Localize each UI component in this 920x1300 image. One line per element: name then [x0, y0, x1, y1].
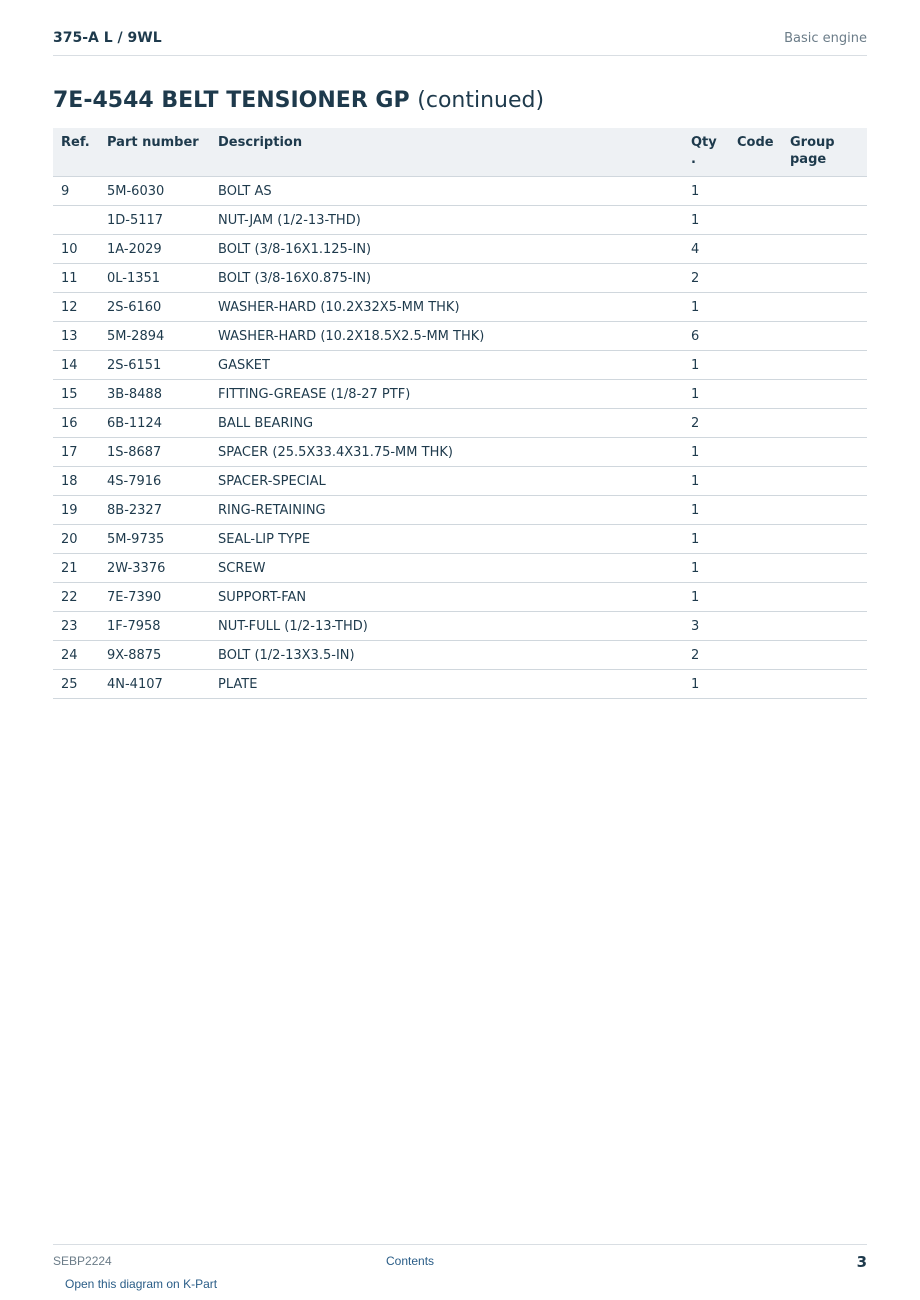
cell-qty: 1	[683, 554, 729, 583]
cell-part-number: 4S-7916	[99, 467, 210, 496]
cell-part-number: 2W-3376	[99, 554, 210, 583]
cell-description: BOLT (3/8-16X0.875-IN)	[210, 264, 683, 293]
cell-description: BOLT (3/8-16X1.125-IN)	[210, 235, 683, 264]
cell-ref: 17	[53, 438, 99, 467]
cell-code	[729, 670, 782, 699]
cell-description: BALL BEARING	[210, 409, 683, 438]
cell-group-page	[782, 206, 867, 235]
parts-table	[53, 128, 867, 699]
table-row	[53, 641, 867, 670]
section-label: Basic engine	[784, 31, 867, 46]
model-label: 375-A L / 9WL	[53, 30, 162, 46]
col-header-qty	[683, 128, 729, 177]
cell-ref: 10	[53, 235, 99, 264]
cell-qty: 1	[683, 670, 729, 699]
table-body	[53, 177, 867, 699]
cell-qty: 1	[683, 177, 729, 206]
cell-code	[729, 438, 782, 467]
cell-code	[729, 409, 782, 438]
page-header	[53, 28, 867, 56]
cell-code	[729, 612, 782, 641]
cell-part-number: 4N-4107	[99, 670, 210, 699]
qty-header-line1: Qty	[691, 135, 717, 150]
cell-group-page	[782, 670, 867, 699]
cell-description: NUT-FULL (1/2-13-THD)	[210, 612, 683, 641]
cell-ref: 18	[53, 467, 99, 496]
cell-qty: 1	[683, 206, 729, 235]
cell-ref: 12	[53, 293, 99, 322]
page-number: 3	[856, 1253, 867, 1271]
cell-code	[729, 322, 782, 351]
cell-part-number: 1D-5117	[99, 206, 210, 235]
cell-part-number: 7E-7390	[99, 583, 210, 612]
group-title: 7E-4544 BELT TENSIONER GP	[53, 88, 410, 113]
cell-description: NUT-JAM (1/2-13-THD)	[210, 206, 683, 235]
cell-group-page	[782, 235, 867, 264]
table-row	[53, 467, 867, 496]
table-row	[53, 206, 867, 235]
cell-part-number: 1F-7958	[99, 612, 210, 641]
cell-part-number: 5M-6030	[99, 177, 210, 206]
cell-description: PLATE	[210, 670, 683, 699]
cell-code	[729, 380, 782, 409]
cell-qty: 1	[683, 467, 729, 496]
table-row	[53, 293, 867, 322]
cell-code	[729, 525, 782, 554]
cell-qty: 6	[683, 322, 729, 351]
cell-qty: 1	[683, 525, 729, 554]
cell-ref: 20	[53, 525, 99, 554]
cell-ref: 19	[53, 496, 99, 525]
cell-ref: 22	[53, 583, 99, 612]
table-row	[53, 554, 867, 583]
cell-part-number: 2S-6151	[99, 351, 210, 380]
cell-ref: 21	[53, 554, 99, 583]
cell-code	[729, 496, 782, 525]
cell-code	[729, 554, 782, 583]
table-row	[53, 264, 867, 293]
cell-ref: 16	[53, 409, 99, 438]
cell-code	[729, 293, 782, 322]
table-row	[53, 409, 867, 438]
cell-group-page	[782, 641, 867, 670]
table-row	[53, 351, 867, 380]
cell-description: BOLT (1/2-13X3.5-IN)	[210, 641, 683, 670]
cell-code	[729, 351, 782, 380]
cell-group-page	[782, 264, 867, 293]
table-row	[53, 670, 867, 699]
cell-code	[729, 177, 782, 206]
cell-code	[729, 583, 782, 612]
table-row	[53, 525, 867, 554]
cell-ref: 13	[53, 322, 99, 351]
col-header-ref: Ref.	[53, 128, 99, 177]
table-row	[53, 322, 867, 351]
cell-code	[729, 264, 782, 293]
cell-ref	[53, 206, 99, 235]
table-row	[53, 380, 867, 409]
cell-description: BOLT AS	[210, 177, 683, 206]
table-row	[53, 177, 867, 206]
continued-label: (continued)	[417, 88, 545, 113]
cell-description: SUPPORT-FAN	[210, 583, 683, 612]
cell-group-page	[782, 293, 867, 322]
contents-link[interactable]: Contents	[386, 1254, 435, 1268]
cell-qty: 2	[683, 264, 729, 293]
cell-ref: 23	[53, 612, 99, 641]
cell-description: SCREW	[210, 554, 683, 583]
cell-qty: 1	[683, 293, 729, 322]
cell-part-number: 6B-1124	[99, 409, 210, 438]
table-row	[53, 438, 867, 467]
cell-ref: 25	[53, 670, 99, 699]
cell-qty: 1	[683, 583, 729, 612]
cell-group-page	[782, 351, 867, 380]
cell-part-number: 5M-2894	[99, 322, 210, 351]
cell-qty: 1	[683, 438, 729, 467]
table-row	[53, 583, 867, 612]
cell-qty: 1	[683, 351, 729, 380]
cell-group-page	[782, 380, 867, 409]
page-title	[53, 88, 544, 113]
cell-qty: 4	[683, 235, 729, 264]
cell-code	[729, 641, 782, 670]
cell-description: WASHER-HARD (10.2X18.5X2.5-MM THK)	[210, 322, 683, 351]
cell-group-page	[782, 438, 867, 467]
cell-qty: 3	[683, 612, 729, 641]
cell-part-number: 1A-2029	[99, 235, 210, 264]
cell-ref: 14	[53, 351, 99, 380]
col-header-part-number: Part number	[99, 128, 210, 177]
cell-qty: 2	[683, 641, 729, 670]
cell-part-number: 5M-9735	[99, 525, 210, 554]
cell-group-page	[782, 177, 867, 206]
cell-qty: 1	[683, 380, 729, 409]
qty-header-line2: .	[691, 152, 696, 167]
cell-group-page	[782, 525, 867, 554]
table-row	[53, 496, 867, 525]
cell-description: WASHER-HARD (10.2X32X5-MM THK)	[210, 293, 683, 322]
cell-description: SEAL-LIP TYPE	[210, 525, 683, 554]
table-row	[53, 612, 867, 641]
table-header	[53, 128, 867, 177]
cell-group-page	[782, 467, 867, 496]
cell-part-number: 3B-8488	[99, 380, 210, 409]
cell-description: RING-RETAINING	[210, 496, 683, 525]
cell-qty: 2	[683, 409, 729, 438]
col-header-code: Code	[729, 128, 782, 177]
cell-ref: 15	[53, 380, 99, 409]
cell-qty: 1	[683, 496, 729, 525]
col-header-group-page	[782, 128, 867, 177]
cell-part-number: 9X-8875	[99, 641, 210, 670]
cell-group-page	[782, 409, 867, 438]
cell-group-page	[782, 612, 867, 641]
cell-code	[729, 467, 782, 496]
group-header-line2: page	[790, 152, 827, 167]
cell-part-number: 8B-2327	[99, 496, 210, 525]
group-header-line1: Group	[790, 135, 835, 150]
cell-description: SPACER (25.5X33.4X31.75-MM THK)	[210, 438, 683, 467]
header-row	[53, 128, 867, 177]
cell-description: SPACER-SPECIAL	[210, 467, 683, 496]
col-header-description: Description	[210, 128, 683, 177]
cell-group-page	[782, 496, 867, 525]
document-id: SEBP2224	[53, 1254, 112, 1268]
cell-part-number: 1S-8687	[99, 438, 210, 467]
cell-part-number: 0L-1351	[99, 264, 210, 293]
cell-part-number: 2S-6160	[99, 293, 210, 322]
cell-description: GASKET	[210, 351, 683, 380]
cell-ref: 9	[53, 177, 99, 206]
cell-ref: 11	[53, 264, 99, 293]
cell-description: FITTING-GREASE (1/8-27 PTF)	[210, 380, 683, 409]
cell-group-page	[782, 583, 867, 612]
table-row	[53, 235, 867, 264]
cell-ref: 24	[53, 641, 99, 670]
cell-code	[729, 235, 782, 264]
cell-group-page	[782, 322, 867, 351]
cell-group-page	[782, 554, 867, 583]
cell-code	[729, 206, 782, 235]
open-kpart-link[interactable]: Open this diagram on K-Part	[65, 1277, 218, 1291]
